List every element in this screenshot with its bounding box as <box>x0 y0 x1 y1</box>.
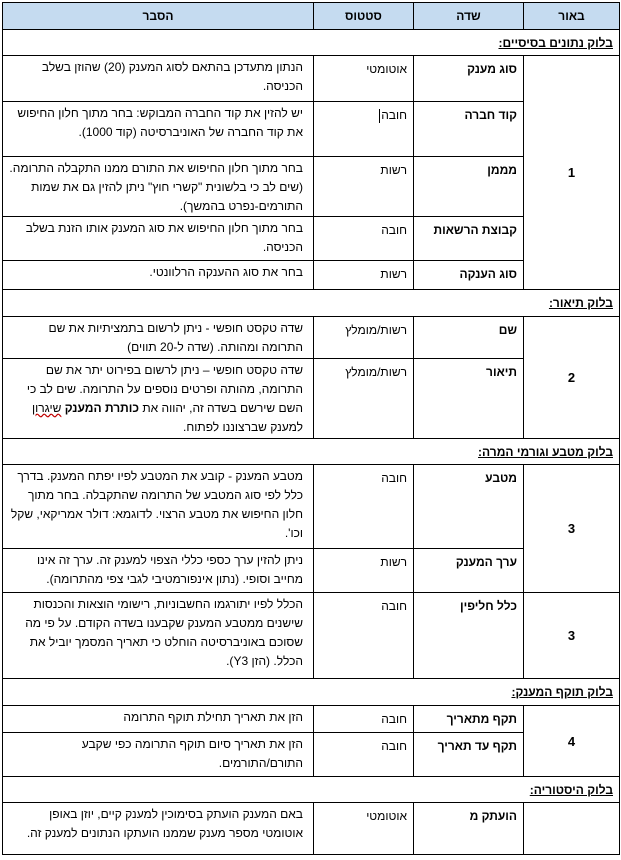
field-explanation: הכלל לפיו יתורגמו החשבוניות, רישומי הוצאות והכנסות שישנים ממטבע המענק שקבענו בשדה הקודם. על פי מה שסוכם באוניברסיטה הוחלט כי תאריך המסמך יוביל את הכלל. (הזן Y3). <box>3 593 314 679</box>
field-explanation: בחר מתוך חלון החיפוש את סוג המענק אותו הזנת בשלב הכניסה. <box>3 217 314 261</box>
section-title-row <box>3 777 620 803</box>
section-title: בלוק מטבע וגורמי המרה: <box>3 439 620 465</box>
section-title: בלוק תיאור: <box>3 290 620 317</box>
fields-table <box>2 2 620 855</box>
field-explanation: בחר מתוך חלון החיפוש את התורם ממנו התקבלה התרומה. (שים לב כי בלשונית "קשרי חוץ" ניתן להזין גם את שמות התורמים-נפרט בהמשך). <box>3 157 314 217</box>
field-explanation: הזן את תאריך סיום תוקף התרומה כפי שקבע התורם/התורמים. <box>3 733 314 777</box>
spellcheck-word: שיגרון <box>32 401 62 415</box>
field-name: מממן <box>414 157 524 217</box>
field-status: רשות <box>314 261 414 290</box>
table-row <box>3 803 620 855</box>
field-name: ערך המענק <box>414 549 524 593</box>
section-number: 4 <box>524 706 620 777</box>
field-status: אוטומטי <box>314 803 414 855</box>
field-explanation: מטבע המענק - קובע את המטבע לפיו יפתח המענק. בדרך כלל לפי סוג המטבע של התרומה שהתקבלה. בחר מתוך חלון החיפוש את מטבע הרצוי. לדוגמא: דולר אמריקאי, שקל וכו'. <box>3 465 314 549</box>
field-name: סוג מענק <box>414 56 524 102</box>
field-name: שם <box>414 317 524 359</box>
field-explanation: בחר את סוג ההענקה הרלוונטי. <box>3 261 314 290</box>
field-name: קבוצת הרשאות <box>414 217 524 261</box>
field-explanation: שדה טקסט חופשי – ניתן לרשום בפירוט יתר את שם התרומה, מהותה ופרטים נוספים על התרומה. שים לב כי השם שירשם בשדה זה, יהווה את כותרת המענק שיגרון למענק שברצוננו לפתוח. <box>3 359 314 439</box>
header-num: באור <box>524 3 620 30</box>
table-row <box>3 593 620 679</box>
field-name: כלל חליפין <box>414 593 524 679</box>
field-status: חובה <box>314 706 414 733</box>
field-status: רשות/מומלץ <box>314 317 414 359</box>
field-status: רשות <box>314 549 414 593</box>
table-row <box>3 465 620 549</box>
field-status: רשות/מומלץ <box>314 359 414 439</box>
field-status: חובה <box>314 593 414 679</box>
header-row <box>3 3 620 30</box>
field-explanation: הנתון מתעדכן בהתאם לסוג המענק (20) שהוזן בשלב הכניסה. <box>3 56 314 102</box>
table-row <box>3 56 620 102</box>
field-status: חובה <box>314 733 414 777</box>
field-status: אוטומטי <box>314 56 414 102</box>
field-status: רשות <box>314 157 414 217</box>
field-name: תקף עד תאריך <box>414 733 524 777</box>
field-name: הועתק מ <box>414 803 524 855</box>
field-name: מטבע <box>414 465 524 549</box>
section-number <box>524 803 620 855</box>
section-title-row <box>3 30 620 56</box>
bold-grant-title: כותרת המענק <box>64 401 139 415</box>
header-status: סטטוס <box>314 3 414 30</box>
field-explanation: שדה טקסט חופשי - ניתן לרשום בתמציתיות את שם התרומה ומהותה. (שדה ל-20 תווים) <box>3 317 314 359</box>
field-status: חובה <box>314 465 414 549</box>
field-name: סוג הענקה <box>414 261 524 290</box>
section-title: בלוק תוקף המענק: <box>3 679 620 706</box>
field-name: תקף מתאריך <box>414 706 524 733</box>
field-name: תיאור <box>414 359 524 439</box>
section-title: בלוק נתונים בסיסיים: <box>3 30 620 56</box>
section-title: בלוק היסטוריה: <box>3 777 620 803</box>
table-row <box>3 706 620 733</box>
section-title-row <box>3 679 620 706</box>
table-row <box>3 317 620 359</box>
field-status: חובה <box>314 102 414 157</box>
field-name: קוד חברה <box>414 102 524 157</box>
section-number: 2 <box>524 317 620 439</box>
section-number: 3 <box>524 593 620 679</box>
section-title-row <box>3 439 620 465</box>
section-title-row <box>3 290 620 317</box>
field-explanation: באם המענק הועתק בסימוכין למענק קיים, יוזן באופן אוטומטי מספר מענק שממנו הועתקו הנתונים למענק זה. <box>3 803 314 855</box>
section-number: 1 <box>524 56 620 290</box>
header-explanation: הסבר <box>3 3 314 30</box>
header-field: שדה <box>414 3 524 30</box>
section-number: 3 <box>524 465 620 593</box>
field-explanation: יש להזין את קוד החברה המבוקש: בחר מתוך חלון החיפוש את קוד החברה של האוניברסיטה (קוד 1000). <box>3 102 314 157</box>
field-status: חובה <box>314 217 414 261</box>
field-explanation: ניתן להזין ערך כספי כללי הצפוי למענק זה. ערך זה אינו מחייב וסופי. (נתון אינפורמטיבי לגבי צפי מהתרומה). <box>3 549 314 593</box>
field-explanation: הזן את תאריך תחילת תוקף התרומה <box>3 706 314 733</box>
